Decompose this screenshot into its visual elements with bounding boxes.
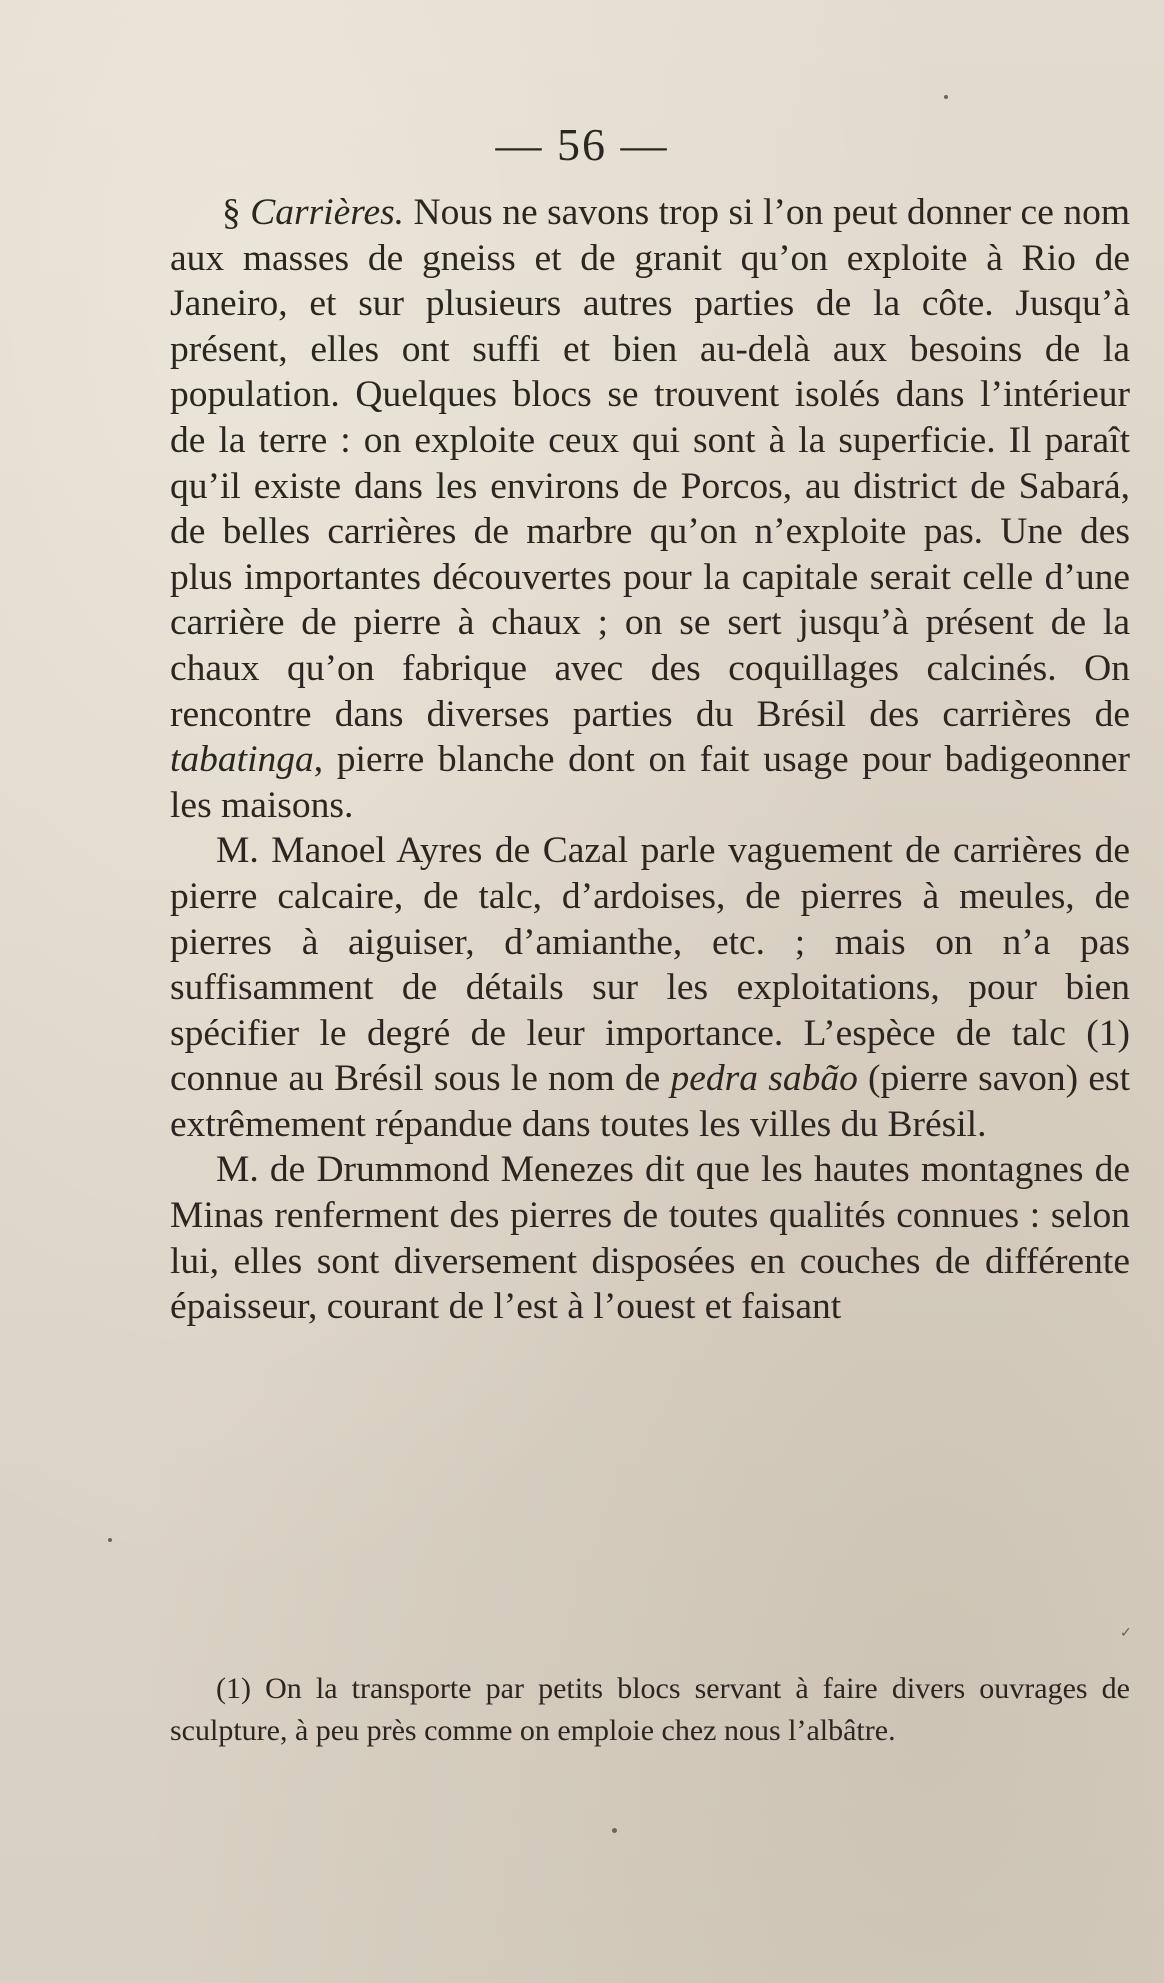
footnote-text: (1) On la transporte par petits blocs servant à faire divers ouvrages de sculpture, à peu près comme on emploie chez nous l’albâtre. — [170, 1672, 1130, 1747]
paper-speck — [612, 1828, 617, 1833]
body-text — [170, 190, 1130, 1330]
term-tabatinga: tabatinga — [170, 739, 314, 781]
footnote — [170, 1668, 1130, 1752]
section-title: Carrières. — [250, 192, 405, 233]
paragraph-cazal — [170, 828, 1130, 1147]
paragraph-2-outro: (pierre savon) est extrêmement répandue dans toutes les villes du Brésil. — [170, 1058, 1131, 1145]
section-mark: § — [222, 192, 241, 233]
paragraph-1-outro: , pierre blanche dont on fait usage pour badigeonner les maisons. — [170, 739, 1130, 826]
page-number: — 56 — — [495, 119, 669, 170]
paper-speck — [944, 95, 948, 99]
paragraph-drummond: M. de Drummond Menezes dit que les hautes montagnes de Minas renferment des pierres de toutes qualités connues : selon lui, elles sont diversement disposées en couches de différente épaisseur, courant de l’est à l’ouest et faisant — [170, 1149, 1130, 1328]
paper-speck — [108, 1538, 112, 1542]
separator-mark: ✓ — [1120, 1625, 1132, 1641]
paragraph-1-intro: Nous ne savons trop si l’on peut donner ce nom aux masses de gneiss et de granit qu’on exploite à Rio de Janeiro, et sur plusieurs autres parties de la côte. Jusqu’à présent, elles ont suffi et bien au-delà aux besoins de la population. Quelques blocs se trouvent isolés dans l’intérieur de la terre : on exploite ceux qui sont à la superficie. Il paraît qu’il existe dans les environs de Porcos, au district de Sabará, de belles carrières de marbre qu’on n’exploite pas. Une des plus importantes découvertes pour la capitale serait celle d’une carrière de pierre à chaux ; on se sert jusqu’à présent de la chaux qu’on fabrique avec des coquillages calcinés. On rencontre dans diverses parties du Brésil des carrières de — [170, 192, 1130, 735]
paragraph-carrieres — [170, 190, 1130, 828]
term-pedra-sabao: pedra sabão — [670, 1058, 858, 1100]
paragraph-2-intro: M. Manoel Ayres de Cazal parle vaguement de carrières de pierre calcaire, de talc, d’ardoises, de pierres à meules, de pierres à aiguiser, d’amianthe, etc. ; mais on n’a pas suffisamment de détails sur les exploitations, pour bien spécifier le degré de leur importance. L’espèce de talc (1) connue au Brésil sous le nom de — [170, 830, 1130, 1100]
